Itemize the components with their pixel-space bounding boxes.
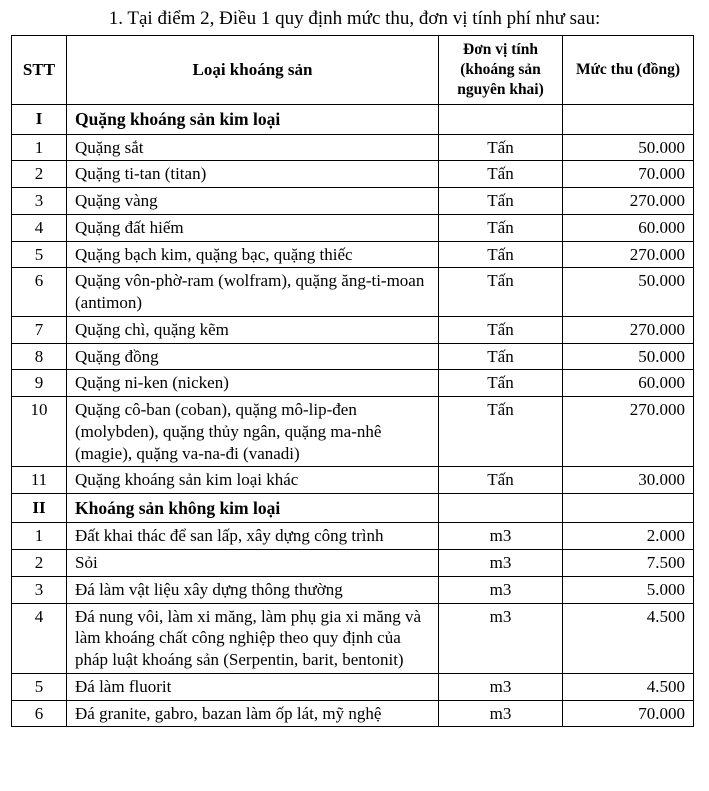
- cell-unit: Tấn: [439, 241, 563, 268]
- cell-name: Quặng sắt: [67, 134, 439, 161]
- cell-fee: 70.000: [563, 161, 694, 188]
- cell-stt: I: [12, 105, 67, 134]
- table-row: [12, 316, 694, 343]
- table-row: [12, 673, 694, 700]
- table-header-row: [12, 35, 694, 104]
- cell-stt: 8: [12, 343, 67, 370]
- cell-name: Quặng bạch kim, quặng bạc, quặng thiếc: [67, 241, 439, 268]
- cell-name: Khoáng sản không kim loại: [67, 494, 439, 523]
- cell-name: Quặng đồng: [67, 343, 439, 370]
- table-row: [12, 268, 694, 317]
- section-row: [12, 494, 694, 523]
- cell-name: Quặng cô-ban (coban), quặng mô-lip-đen (molybden), quặng thủy ngân, quặng ma-nhê (magie), quặng va-na-đi (vanadi): [67, 397, 439, 467]
- header-unit: Đơn vị tính (khoáng sản nguyên khai): [439, 35, 563, 104]
- cell-stt: 3: [12, 576, 67, 603]
- cell-unit: [439, 494, 563, 523]
- cell-fee: [563, 105, 694, 134]
- cell-stt: 7: [12, 316, 67, 343]
- cell-fee: 50.000: [563, 268, 694, 317]
- cell-fee: 270.000: [563, 397, 694, 467]
- cell-unit: [439, 105, 563, 134]
- cell-fee: 2.000: [563, 523, 694, 550]
- cell-name: Quặng khoáng sản kim loại khác: [67, 467, 439, 494]
- cell-fee: 270.000: [563, 241, 694, 268]
- table-row: [12, 603, 694, 673]
- cell-fee: 30.000: [563, 467, 694, 494]
- table-row: [12, 241, 694, 268]
- cell-stt: 2: [12, 161, 67, 188]
- table-row: [12, 550, 694, 577]
- cell-unit: Tấn: [439, 268, 563, 317]
- cell-name: Quặng vôn-phờ-ram (wolfram), quặng ăng-ti-moan (antimon): [67, 268, 439, 317]
- cell-fee: 270.000: [563, 316, 694, 343]
- cell-name: Quặng ti-tan (titan): [67, 161, 439, 188]
- cell-stt: 6: [12, 268, 67, 317]
- cell-fee: 7.500: [563, 550, 694, 577]
- cell-unit: Tấn: [439, 467, 563, 494]
- cell-unit: Tấn: [439, 316, 563, 343]
- cell-stt: 5: [12, 673, 67, 700]
- cell-stt: 10: [12, 397, 67, 467]
- cell-stt: 9: [12, 370, 67, 397]
- cell-unit: m3: [439, 700, 563, 727]
- cell-unit: m3: [439, 603, 563, 673]
- cell-unit: m3: [439, 673, 563, 700]
- table-row: [12, 700, 694, 727]
- cell-unit: Tấn: [439, 214, 563, 241]
- cell-stt: 1: [12, 134, 67, 161]
- cell-unit: m3: [439, 576, 563, 603]
- cell-stt: 4: [12, 603, 67, 673]
- table-row: [12, 467, 694, 494]
- header-fee: Mức thu (đồng): [563, 35, 694, 104]
- cell-fee: [563, 494, 694, 523]
- table-row: [12, 214, 694, 241]
- cell-name: Đá làm vật liệu xây dựng thông thường: [67, 576, 439, 603]
- fee-table: [11, 35, 694, 728]
- cell-name: Quặng khoáng sản kim loại: [67, 105, 439, 134]
- cell-name: Quặng ni-ken (nicken): [67, 370, 439, 397]
- cell-fee: 50.000: [563, 343, 694, 370]
- table-row: [12, 576, 694, 603]
- header-stt: STT: [12, 35, 67, 104]
- cell-stt: 11: [12, 467, 67, 494]
- cell-unit: Tấn: [439, 188, 563, 215]
- cell-unit: m3: [439, 550, 563, 577]
- cell-fee: 60.000: [563, 370, 694, 397]
- cell-fee: 50.000: [563, 134, 694, 161]
- cell-name: Sỏi: [67, 550, 439, 577]
- header-mineral-type: Loại khoáng sản: [67, 35, 439, 104]
- table-row: [12, 134, 694, 161]
- table-body: [12, 105, 694, 727]
- cell-name: Quặng chì, quặng kẽm: [67, 316, 439, 343]
- cell-name: Đất khai thác để san lấp, xây dựng công trình: [67, 523, 439, 550]
- table-row: [12, 370, 694, 397]
- cell-unit: Tấn: [439, 397, 563, 467]
- cell-unit: Tấn: [439, 134, 563, 161]
- cell-fee: 60.000: [563, 214, 694, 241]
- cell-fee: 4.500: [563, 673, 694, 700]
- cell-stt: 1: [12, 523, 67, 550]
- cell-stt: 3: [12, 188, 67, 215]
- cell-unit: Tấn: [439, 343, 563, 370]
- cell-stt: 2: [12, 550, 67, 577]
- cell-stt: 5: [12, 241, 67, 268]
- cell-stt: II: [12, 494, 67, 523]
- cell-fee: 70.000: [563, 700, 694, 727]
- section-row: [12, 105, 694, 134]
- cell-name: Đá nung vôi, làm xi măng, làm phụ gia xi măng và làm khoáng chất công nghiệp theo quy định của pháp luật khoáng sản (Serpentin, barit, bentonit): [67, 603, 439, 673]
- cell-unit: Tấn: [439, 161, 563, 188]
- table-row: [12, 523, 694, 550]
- cell-stt: 6: [12, 700, 67, 727]
- cell-unit: m3: [439, 523, 563, 550]
- cell-fee: 4.500: [563, 603, 694, 673]
- cell-fee: 270.000: [563, 188, 694, 215]
- cell-name: Quặng đất hiếm: [67, 214, 439, 241]
- document-title: 1. Tại điểm 2, Điều 1 quy định mức thu, đơn vị tính phí như sau:: [108, 8, 601, 29]
- cell-name: Đá làm fluorit: [67, 673, 439, 700]
- cell-name: Đá granite, gabro, bazan làm ốp lát, mỹ nghệ: [67, 700, 439, 727]
- table-row: [12, 188, 694, 215]
- table-row: [12, 161, 694, 188]
- cell-fee: 5.000: [563, 576, 694, 603]
- cell-name: Quặng vàng: [67, 188, 439, 215]
- table-row: [12, 343, 694, 370]
- cell-unit: Tấn: [439, 370, 563, 397]
- table-row: [12, 397, 694, 467]
- cell-stt: 4: [12, 214, 67, 241]
